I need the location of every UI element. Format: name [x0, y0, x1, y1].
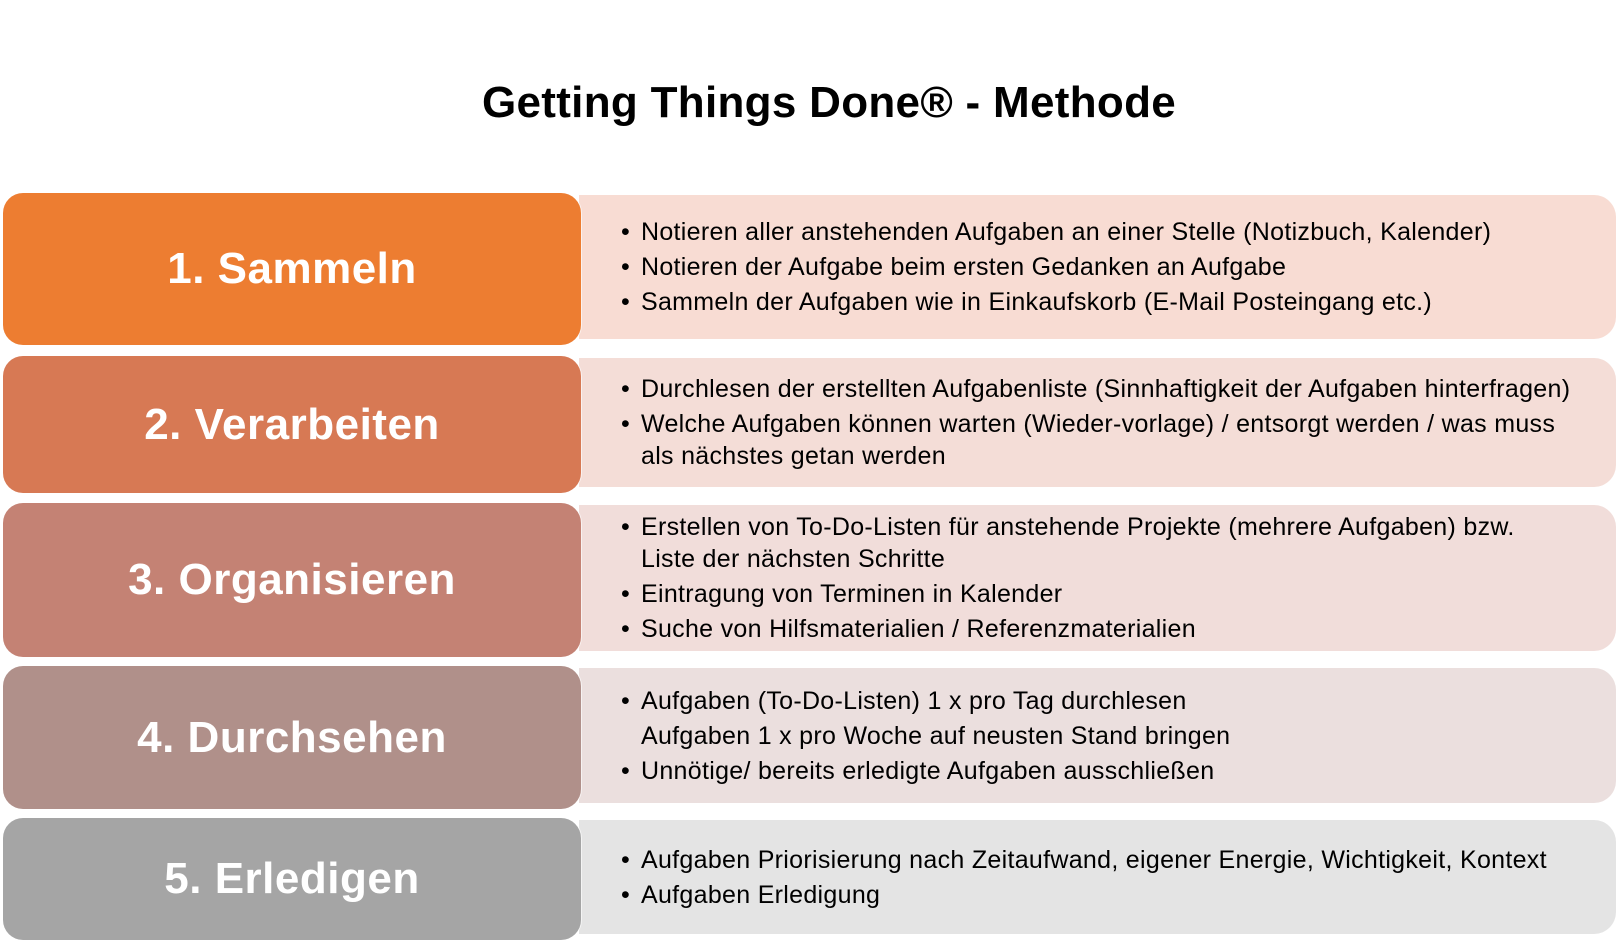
bullet-item: • Suche von Hilfsmaterialien / Referenzmaterialien — [621, 613, 1576, 645]
step-row-organisieren — [0, 503, 1616, 657]
step-label-sammeln: 1. Sammeln — [167, 244, 417, 293]
step-label-box-erledigen — [3, 818, 581, 940]
step-label-box-verarbeiten — [3, 356, 581, 493]
step-row-sammeln — [0, 193, 1616, 345]
bullet-item: • Notieren aller anstehenden Aufgaben an einer Stelle (Notizbuch, Kalender) — [621, 216, 1576, 248]
step-row-durchsehen — [0, 666, 1616, 809]
bullet-item: • Erstellen von To-Do-Listen für anstehende Projekte (mehrere Aufgaben) bzw. Liste der nächsten Schritte — [621, 511, 1576, 575]
bullet-item: • Aufgaben Erledigung — [621, 879, 1576, 911]
step-label-box-sammeln — [3, 193, 581, 345]
bullet-item: • Aufgaben Priorisierung nach Zeitaufwand, eigener Energie, Wichtigkeit, Kontext — [621, 844, 1576, 876]
step-items-erledigen — [621, 841, 1576, 914]
step-label-box-organisieren — [3, 503, 581, 657]
bullet-item: Aufgaben 1 x pro Woche auf neusten Stand bringen — [641, 721, 1231, 750]
step-label-box-durchsehen — [3, 666, 581, 809]
step-label-durchsehen: 4. Durchsehen — [137, 712, 447, 762]
step-items-sammeln — [621, 213, 1576, 321]
step-items-durchsehen — [621, 682, 1576, 790]
bullet-item: • Aufgaben (To-Do-Listen) 1 x pro Tag durchlesen — [621, 685, 1576, 717]
step-panel-sammeln — [579, 195, 1616, 339]
bullet-item: • Durchlesen der erstellten Aufgabenliste (Sinnhaftigkeit der Aufgaben hinterfragen) — [621, 373, 1576, 405]
step-row-verarbeiten — [0, 356, 1616, 493]
step-panel-durchsehen — [579, 668, 1616, 803]
bullet-item: • Welche Aufgaben können warten (Wieder-vorlage) / entsorgt werden / was muss als nächstes getan werden — [621, 408, 1576, 472]
step-items-verarbeiten — [621, 370, 1576, 475]
step-items-organisieren — [621, 508, 1576, 648]
bullet-item: • Eintragung von Terminen in Kalender — [621, 578, 1576, 610]
bullet-item: • Sammeln der Aufgaben wie in Einkaufskorb (E-Mail Posteingang etc.) — [621, 286, 1576, 318]
step-label-erledigen: 5. Erledigen — [164, 854, 420, 903]
step-row-erledigen — [0, 818, 1616, 940]
step-panel-organisieren — [579, 505, 1616, 651]
bullet-item: • Notieren der Aufgabe beim ersten Gedanken an Aufgabe — [621, 251, 1576, 283]
step-panel-erledigen — [579, 820, 1616, 934]
step-panel-verarbeiten — [579, 358, 1616, 487]
step-label-verarbeiten: 2. Verarbeiten — [144, 399, 440, 449]
page-title: Getting Things Done® - Methode — [481, 78, 1177, 127]
bullet-item: • Unnötige/ bereits erledigte Aufgaben ausschließen — [621, 755, 1576, 787]
step-label-organisieren: 3. Organisieren — [128, 555, 456, 604]
